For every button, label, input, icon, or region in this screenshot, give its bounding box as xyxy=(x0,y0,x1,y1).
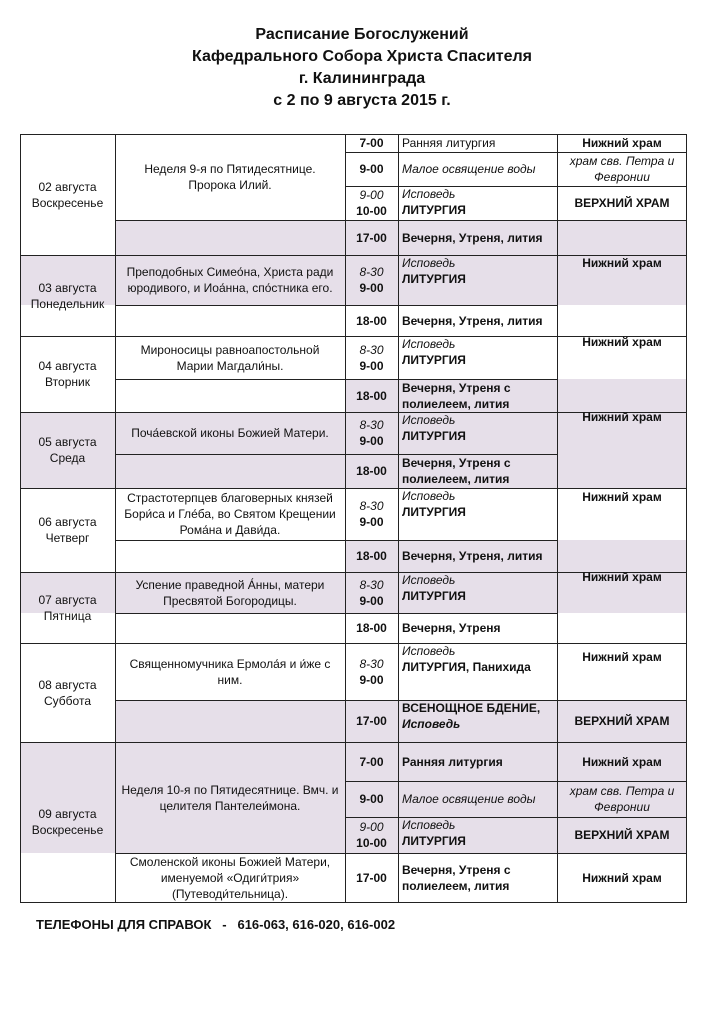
time-line: 8-30 xyxy=(359,499,384,513)
day-date: 09 августа xyxy=(38,807,97,821)
service-time xyxy=(345,572,398,613)
service-line: Исповедь xyxy=(402,644,456,658)
service-name: Малое освящение воды xyxy=(402,162,536,176)
service-name: Вечерня, Утреня, лития xyxy=(402,549,543,563)
service-name: Вечерня, Утреня с полиелеем, лития xyxy=(402,380,511,411)
service-name: Вечерня, Утреня, лития xyxy=(402,230,543,245)
service-name xyxy=(398,700,557,742)
service-line: Исповедь xyxy=(402,337,456,351)
service-time xyxy=(345,817,398,853)
service-name: Малое освящение воды xyxy=(402,792,536,806)
footer-phone-numbers: 616-063, 616-020, 616-002 xyxy=(237,917,396,932)
service-time: 17-00 xyxy=(356,870,387,885)
service-line: Исповедь xyxy=(402,489,456,503)
service-time xyxy=(345,186,398,220)
service-name: Вечерня, Утреня с полиелеем, лития xyxy=(402,862,511,893)
service-place: ВЕРХНИЙ ХРАМ xyxy=(574,714,670,728)
service-line: ЛИТУРГИЯ xyxy=(402,353,466,367)
service-time: 7-00 xyxy=(359,136,384,150)
service-line: Исповедь xyxy=(402,187,456,201)
service-name xyxy=(398,186,557,220)
service-line: Исповедь xyxy=(402,818,456,832)
service-name xyxy=(398,255,557,305)
service-name xyxy=(398,488,557,540)
time-line: 8-30 xyxy=(359,577,384,592)
feast-text: Неделя 10-я по Пятидесятнице. Вмч. и целителя Пантелеи́мона. xyxy=(121,783,339,813)
time-line: 9-00 xyxy=(359,188,384,202)
service-line: ЛИТУРГИЯ xyxy=(402,505,466,519)
service-place: Нижний храм xyxy=(582,754,662,769)
time-line: 10-00 xyxy=(356,836,387,850)
service-name: Вечерня, Утреня xyxy=(402,621,501,635)
title-line: Расписание Богослужений xyxy=(255,26,469,43)
service-time: 9-00 xyxy=(359,792,384,806)
footer-separator: - xyxy=(222,917,227,932)
day-cell xyxy=(20,336,115,412)
service-place: ВЕРХНИЙ ХРАМ xyxy=(574,196,670,210)
feast-text: Смоленской иконы Божией Матери, именуемой «Одиги́трия» (Путеводи́тельница). xyxy=(129,854,331,901)
day-weekday: Суббота xyxy=(44,693,91,708)
day-date: 04 августа xyxy=(38,359,97,373)
feast-text: Поча́евской иконы Божией Матери. xyxy=(131,426,329,440)
title-line: г. Калининграда xyxy=(298,70,426,87)
service-time: 18-00 xyxy=(356,313,387,328)
day-weekday: Воскресенье xyxy=(31,195,104,210)
service-place: Нижний храм xyxy=(582,490,662,504)
time-line: 9-00 xyxy=(359,358,384,373)
footer-label: ТЕЛЕФОНЫ ДЛЯ СПРАВОК xyxy=(36,917,212,932)
service-place: Нижний храм xyxy=(582,649,662,664)
time-line: 9-00 xyxy=(359,281,384,295)
service-line: Исповедь xyxy=(402,573,456,587)
service-line: ЛИТУРГИЯ xyxy=(402,834,466,848)
day-cell xyxy=(20,255,115,336)
time-line: 8-30 xyxy=(359,265,384,279)
service-place: Нижний храм xyxy=(582,255,662,270)
day-cell xyxy=(20,412,115,488)
service-place: Нижний храм xyxy=(582,870,662,885)
service-time: 18-00 xyxy=(356,621,387,635)
service-line: Исповедь xyxy=(402,256,456,270)
day-weekday: Воскресенье xyxy=(31,823,104,837)
service-time xyxy=(345,255,398,305)
service-line: Исповедь xyxy=(402,413,456,427)
service-time: 17-00 xyxy=(356,714,387,728)
service-time xyxy=(345,643,398,700)
service-time: 7-00 xyxy=(359,754,384,769)
time-line: 10-00 xyxy=(356,204,387,218)
service-name xyxy=(398,412,557,454)
service-place: ВЕРХНИЙ ХРАМ xyxy=(574,828,670,842)
day-cell xyxy=(20,134,115,255)
time-line: 8-30 xyxy=(359,342,384,357)
day-cell xyxy=(20,643,115,742)
service-place: Нижний храм xyxy=(582,569,662,584)
shade xyxy=(115,220,345,255)
time-line: 9-00 xyxy=(359,672,384,687)
service-line: ЛИТУРГИЯ xyxy=(402,589,466,603)
day-weekday: Пятница xyxy=(43,608,92,623)
day-date: 05 августа xyxy=(38,435,97,449)
service-place: Нижний храм xyxy=(582,335,662,349)
day-date: 07 августа xyxy=(38,592,97,607)
service-time: 18-00 xyxy=(356,464,387,478)
time-line: 9-00 xyxy=(359,820,384,834)
feast-text: Преподобных Симео́на, Христа ради юродивого, и Иоа́нна, спо́стника его. xyxy=(126,265,334,295)
service-time: 17-00 xyxy=(356,230,387,245)
day-weekday: Вторник xyxy=(45,375,90,389)
service-name xyxy=(398,643,557,700)
service-time: 18-00 xyxy=(356,549,387,563)
time-line: 9-00 xyxy=(359,593,384,608)
service-time: 9-00 xyxy=(359,162,384,176)
service-name xyxy=(398,336,557,379)
day-weekday: Среда xyxy=(49,451,86,465)
time-line: 9-00 xyxy=(359,434,384,448)
feast-text: Страстотерпцев благоверных князей Бори́са и Гле́ба, во Святом Крещении Рома́на и Дави́да. xyxy=(124,491,336,537)
service-line: ЛИТУРГИЯ xyxy=(402,203,466,217)
service-time: 18-00 xyxy=(356,388,387,403)
service-place: храм свв. Петра и Февронии xyxy=(569,784,675,814)
footer-phones xyxy=(36,917,395,932)
day-date: 03 августа xyxy=(38,280,97,295)
day-cell xyxy=(20,572,115,643)
feast-text: Священномучника Ермола́я и и́же с ним. xyxy=(129,656,331,687)
day-date: 08 августа xyxy=(38,677,97,692)
page-title xyxy=(0,24,724,112)
service-line: ЛИТУРГИЯ xyxy=(402,429,466,443)
service-name: Вечерня, Утреня с полиелеем, лития xyxy=(402,456,511,486)
service-line: ВСЕНОЩНОЕ БДЕНИЕ, xyxy=(402,701,541,715)
service-time xyxy=(345,336,398,379)
service-time xyxy=(345,488,398,540)
service-name: Ранняя литургия xyxy=(402,136,496,150)
service-name: Ранняя литургия xyxy=(402,754,503,769)
service-line: ЛИТУРГИЯ xyxy=(402,272,466,286)
feast-text: Мироносицы равноапостольной Марии Магдали́ны. xyxy=(140,342,320,373)
title-line: с 2 по 9 августа 2015 г. xyxy=(273,92,451,109)
service-line: ЛИТУРГИЯ, Панихида xyxy=(402,660,531,674)
service-line: Исповедь xyxy=(402,717,461,731)
service-place: Нижний храм xyxy=(582,136,662,150)
day-weekday: Четверг xyxy=(45,531,90,545)
service-name xyxy=(398,572,557,613)
day-date: 06 августа xyxy=(38,515,97,529)
day-date: 02 августа xyxy=(38,179,97,194)
title-line: Кафедрального Собора Христа Спасителя xyxy=(191,48,533,65)
service-name: Вечерня, Утреня, лития xyxy=(402,313,543,328)
feast-text: Неделя 9-я по Пятидесятнице. Пророка Илий. xyxy=(144,162,316,192)
feast-text: Успение праведной А́нны, матери Пресвятой Богородицы. xyxy=(135,577,325,608)
service-time xyxy=(345,412,398,454)
day-weekday: Понедельник xyxy=(30,296,105,311)
service-name xyxy=(398,817,557,853)
service-place: Нижний храм xyxy=(582,409,662,424)
time-line: 8-30 xyxy=(359,656,384,671)
day-cell xyxy=(20,742,115,902)
day-cell xyxy=(20,488,115,572)
time-line: 9-00 xyxy=(359,515,384,529)
time-line: 8-30 xyxy=(359,418,384,432)
service-place: храм свв. Петра и Февронии xyxy=(569,154,675,184)
